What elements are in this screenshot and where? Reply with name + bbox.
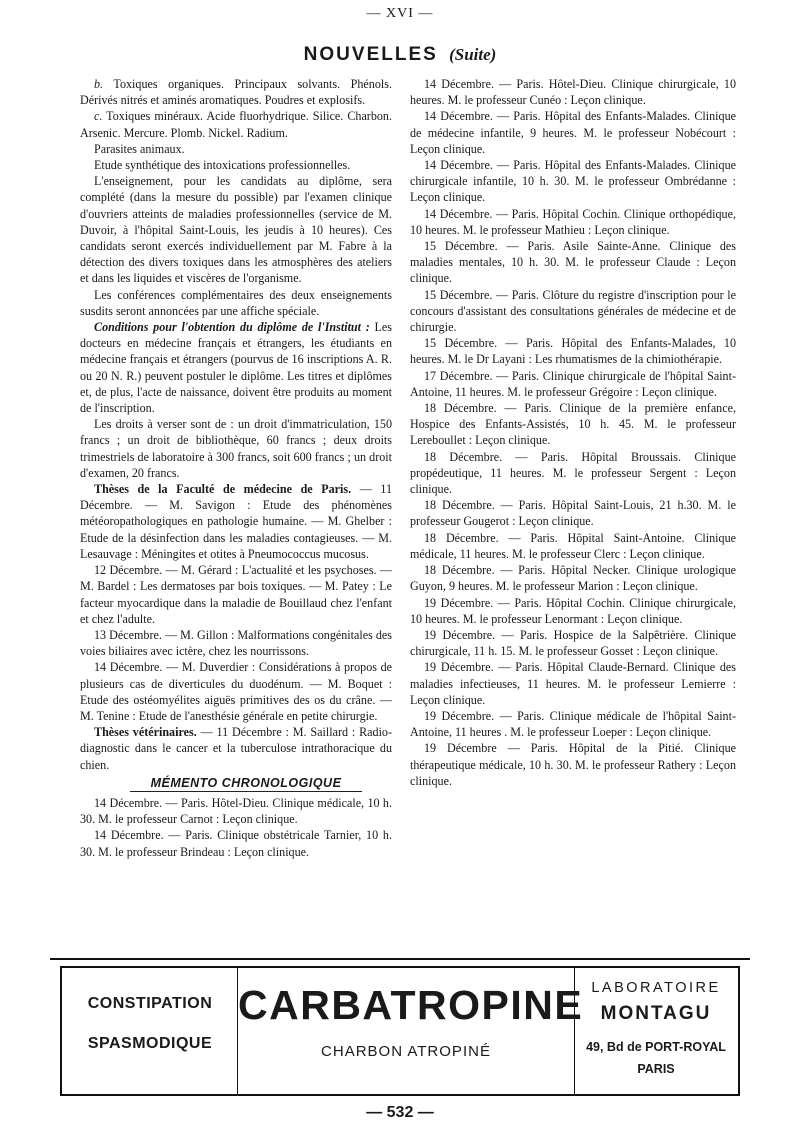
- paragraph: [80, 659, 392, 724]
- paragraph: [80, 416, 392, 481]
- agenda-entry: 14 Décembre. — Paris. Hôtel-Dieu. Clinique médicale, 10 h. 30. M. le professeur Carnot : Leçon clinique.: [80, 795, 392, 827]
- ad-left-line1: CONSTIPATION: [87, 995, 213, 1012]
- paragraph-text: Etude synthétique des intoxications professionnelles.: [94, 158, 351, 173]
- section-title: [0, 44, 800, 66]
- ad-subtitle: CHARBON ATROPINÉ: [321, 1043, 491, 1060]
- paragraph: [80, 173, 392, 286]
- page-number: — 532 —: [366, 1104, 434, 1121]
- paragraph-text: Les docteurs en médecine français et étrangers, les étudiants en médecine français et étrangers (pourvus de 16 inscriptions A. R. ou 20 N. R.) peuvent postuler le diplôme. Les titres et diplômes et, de plus, l'acte de naissance, doivent être produits au moment de l'inscription.: [80, 320, 392, 416]
- agenda-entry: 19 Décembre — Paris. Hôpital de la Pitié. Clinique thérapeutique médicale, 10 h. 30. M. le professeur Rathery : Leçon clinique.: [410, 741, 736, 788]
- agenda-entry: 18 Décembre. — Paris. Hôpital Necker. Clinique urologique Guyon, 9 heures. M. le professeur Marion : Leçon clinique.: [410, 563, 736, 594]
- paragraph-text: 14 Décembre. — M. Duverdier : Considérations à propos de plusieurs cas de diverticules du duodénum. — M. Boquet : Etude des ostéomyélites aiguës primitives des os du crâne. — M. Tenine : Etude de l'anesthésie générale en petite chirurgie.: [80, 660, 392, 723]
- advertisement: [60, 966, 740, 1096]
- paragraph: [80, 287, 392, 319]
- agenda-entry: 18 Décembre. — Paris. Hôpital Saint-Antoine. Clinique médicale, 11 heures. M. le professeur Clerc : Leçon clinique.: [410, 530, 736, 561]
- ad-left-line2: SPASMODIQUE: [87, 1035, 213, 1052]
- paragraph-text: L'enseignement, pour les candidats au diplôme, sera complété (dans la mesure du possible) par l'examen clinique d'ouvriers atteints de maladies professionnelles (service de M. Duvoir, à l'hôpital Saint-Louis, les jeudis à 10 heures). Ces candidats seront exercés individuellement par M. Fabre à la détection des divers toxiques dans les atmosphères des ateliers et dans les liquides et viscères de l'organisme.: [80, 174, 392, 286]
- section-heading: Thèses de la Faculté de médecine de Paris.: [94, 482, 352, 497]
- section-heading: Thèses vétérinaires.: [94, 725, 197, 740]
- paragraph-text: — 11 Décembre : M. Saillard : Radio-diagnostic dans le cancer et la tuberculose intrathoracique du chien.: [80, 725, 392, 772]
- paragraph-text: Les conférences complémentaires des deux enseignements susdits seront annoncées par une affiche spéciale.: [80, 287, 392, 318]
- agenda-entry: 15 Décembre. — Paris. Hôpital des Enfants-Malades, 10 heures. M. le Dr Layani : Les rhumatismes de la chimiothérapie.: [410, 336, 736, 367]
- title-suite: (Suite): [449, 45, 497, 64]
- paragraph: [80, 76, 392, 108]
- list-marker: b.: [94, 77, 104, 91]
- agenda-entry: 19 Décembre. — Paris. Hôpital Claude-Bernard. Clinique des maladies infectieuses, 11 heures. M. le professeur Lemierre : Leçon clinique.: [410, 660, 736, 707]
- agenda-entry: 14 Décembre. — Paris. Hôpital des Enfants-Malades. Clinique chirurgicale infantile, 10 h. 30. M. le professeur Ombrédanne : Leçon clinique.: [410, 158, 736, 205]
- paragraph-text: Toxiques minéraux. Acide fluorhydrique. Silice. Charbon. Arsenic. Mercure. Plomb. Nickel. Radium.: [80, 109, 392, 140]
- ad-lab-city: PARIS: [637, 1062, 675, 1076]
- agenda-entry: 14 Décembre. — Paris. Hôpital Cochin. Clinique orthopédique, 10 heures. M. le professeur Mathieu : Leçon clinique.: [410, 206, 736, 237]
- agenda-entry: 18 Décembre. — Paris. Hôpital Saint-Louis, 21 h.30. M. le professeur Gougerot : Leçon clinique.: [410, 498, 736, 529]
- ad-lab-label: LABORATOIRE: [591, 980, 721, 996]
- agenda-entry: 18 Décembre. — Paris. Hôpital Broussais. Clinique propédeutique, 11 heures. M. le professeur Sergent : Leçon clinique.: [410, 449, 736, 497]
- ad-brand: CARBATROPINE: [238, 982, 584, 1028]
- paragraph: [80, 562, 392, 627]
- agenda-entry: 19 Décembre. — Paris. Hospice de la Salpêtrière. Clinique chirurgicale, 11 h. 15. M. le professeur Gosset : Leçon clinique.: [410, 627, 736, 659]
- agenda-entry: 15 Décembre. — Paris. Asile Sainte-Anne. Clinique des maladies mentales, 10 h. 30. M. le professeur Claude : Leçon clinique.: [410, 239, 736, 286]
- paragraph-text: Parasites animaux.: [94, 141, 185, 156]
- agenda-entry: 14 Décembre. — Paris. Clinique obstétricale Tarnier, 10 h. 30. M. le professeur Brindeau : Leçon clinique.: [80, 828, 392, 859]
- agenda-entry: 18 Décembre. — Paris. Clinique de la première enfance, Hospice des Enfants-Assistés, 10 h. 45. M. le professeur Lereboullet : Leçon clinique.: [410, 401, 736, 448]
- paragraph: [80, 141, 392, 157]
- memento-heading: MÉMENTO CHRONOLOGIQUE: [130, 775, 362, 792]
- agenda-entry: 19 Décembre. — Paris. Clinique médicale de l'hôpital Saint-Antoine, 11 heures . M. le professeur Loeper : Leçon clinique.: [410, 708, 736, 740]
- paragraph-text: 12 Décembre. — M. Gérard : L'actualité et les psychoses. — M. Bardel : Les dermatoses par bois toxiques. — M. Patey : Le facteur myocardique dans la maladie de Bouillaud chez l'enfant et chez l'adulte.: [80, 563, 392, 626]
- agenda-entry: 15 Décembre. — Paris. Clôture du registre d'inscription pour le concours d'assistant des consultations générales de médecine et de chirurgie.: [410, 287, 736, 335]
- list-marker: c.: [94, 109, 103, 124]
- ad-lab-name: MONTAGU: [600, 1003, 712, 1024]
- agenda-entry: 14 Décembre. — Paris. Hôpital des Enfants-Malades. Clinique de médecine infantile, 9 heures. M. le professeur Nobécourt : Leçon clinique.: [410, 109, 736, 156]
- agenda-entry: 14 Décembre. — Paris. Hôtel-Dieu. Clinique chirurgicale, 10 heures. M. le professeur Cunéo : Leçon clinique.: [410, 77, 736, 108]
- ad-lab-address: 49, Bd de PORT-ROYAL: [586, 1040, 726, 1054]
- agenda-entry: 19 Décembre. — Paris. Hôpital Cochin. Clinique chirurgicale, 10 heures. M. le professeur Lenormant : Leçon clinique.: [410, 595, 736, 626]
- separator-rule: [50, 958, 750, 960]
- paragraph: [80, 481, 392, 562]
- paragraph-text: 13 Décembre. — M. Gillon : Malformations congénitales des voies biliaires avec ictère, chez les nourrissons.: [80, 627, 392, 659]
- paragraph: [80, 108, 392, 140]
- ad-product: [238, 968, 584, 1094]
- paragraph-text: Toxiques organiques. Principaux solvants. Phénols. Dérivés nitrés et aminés aromatiques. Poudres et explosifs.: [80, 77, 392, 108]
- run-in-heading: Conditions pour l'obtention du diplôme de l'Institut :: [94, 320, 370, 335]
- agenda-entry: 17 Décembre. — Paris. Clinique chirurgicale de l'hôpital Saint-Antoine, 11 heures. M. le professeur Grégoire : Leçon clinique.: [410, 368, 736, 399]
- paragraph-text: — 11 Décembre. — M. Savigon : Etude des phénomènes météoropathologiques en pathologie humaine. — M. Ghelber : Etude de la désinfection dans les maladies contagieuses. — M. Lesauvage : Méningites et otites à Pneumococcus mucosus.: [80, 482, 392, 561]
- paragraph-text: Les droits à verser sont de : un droit d'immatriculation, 150 francs ; un droit de bibliothèque, 60 francs ; deux droits trimestriels de laboratoire à 300 francs, soit 600 francs ; un droit d'examen, 20 francs.: [80, 417, 392, 480]
- title-text: NOUVELLES: [303, 44, 438, 65]
- roman-page-number: — XVI —: [366, 6, 434, 21]
- ad-laboratory: [574, 968, 738, 1094]
- paragraph: [80, 627, 392, 659]
- paragraph: [80, 319, 392, 416]
- left-column: [80, 76, 392, 860]
- paragraph: [80, 724, 392, 773]
- paragraph: [80, 157, 392, 173]
- ad-indication: [62, 968, 238, 1094]
- right-column: [410, 76, 736, 789]
